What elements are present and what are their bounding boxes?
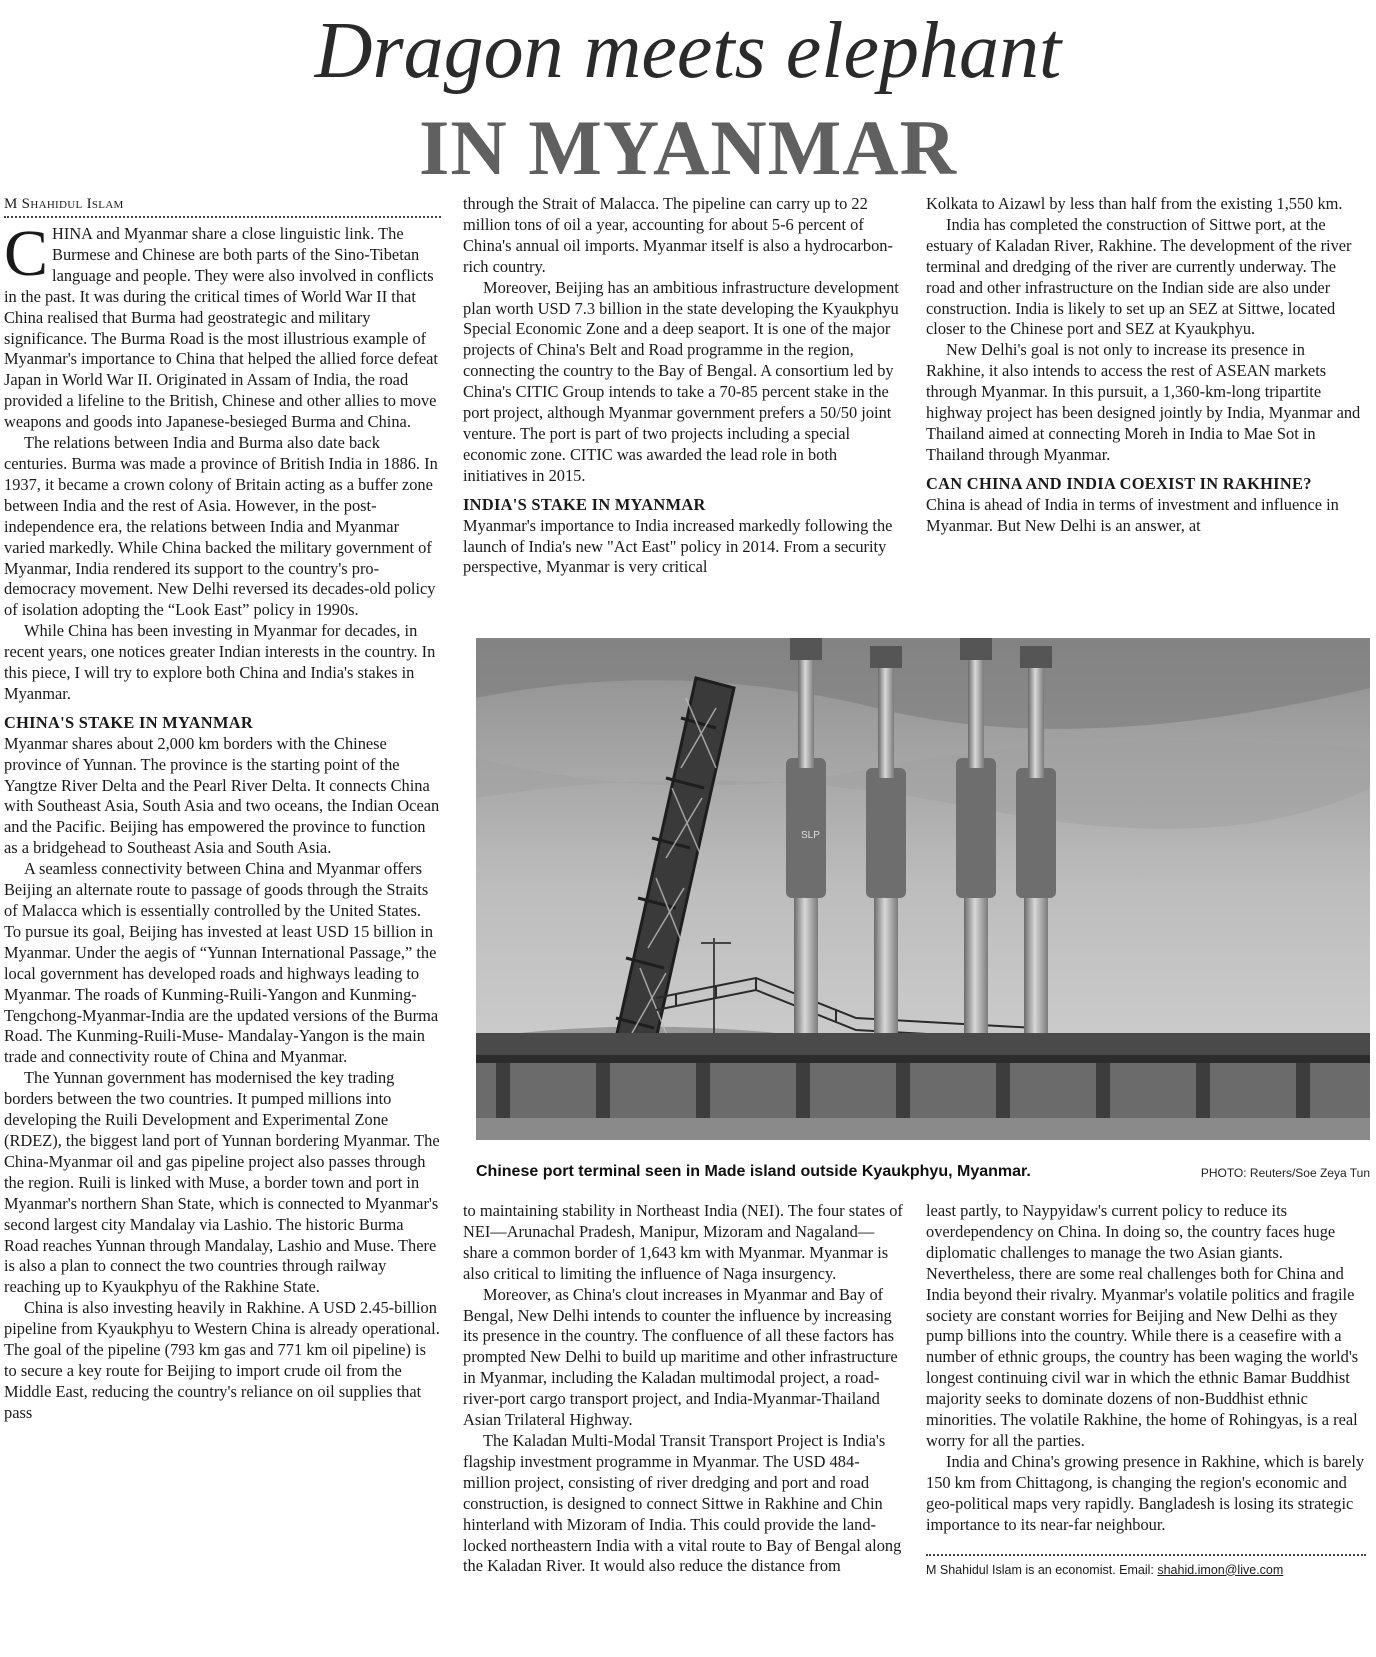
article-column-1 [4, 194, 441, 1424]
paragraph: Moreover, as China's clout increases in Myanmar and Bay of Bengal, New Delhi intends to counter the influence by increasing its presence in the country. The confluence of all these factors has prompted New Delhi to build up maritime and other infrastructure in Myanmar, including the Kaladan multimodal project, a road-river-port cargo transport project, and India-Myanmar-Thailand Asian Trilateral Highway. [463, 1284, 898, 1430]
port-terminal-photo [476, 638, 1370, 1140]
photo-credit: PHOTO: Reuters/Soe Zeya Tun [1200, 1166, 1370, 1180]
section-heading: INDIA'S STAKE IN MYANMAR [463, 494, 706, 514]
paragraph: Myanmar shares about 2,000 km borders with the Chinese province of Yunnan. The province is the starting point of the Yangtze River Delta and the Pearl River Delta. It connects China with Southeast Asia, South Asia and two oceans, the Indian Ocean and the Pacific. Beijing has empowered the province to function as a bridgehead to Southeast Asia and South Asia. [4, 733, 440, 858]
headline-line2: IN MYANMAR [419, 104, 957, 191]
section-heading: CHINA'S STAKE IN MYANMAR [4, 712, 253, 732]
paragraph: to maintaining stability in Northeast India (NEI). The four states of NEI—Arunachal Pradesh, Manipur, Mizoram and Nagaland—share a common border of 1,643 km with Myanmar. Myanmar is also critical to limiting the influence of Naga insurgency. [463, 1201, 903, 1283]
paragraph: The Yunnan government has modernised the key trading borders between the two countries. It pumped millions into developing the Ruili Development and Experimental Zone (RDEZ), the biggest land port of Yunnan bordering Myanmar. The China-Myanmar oil and gas pipeline project also passes through the region. Ruili is linked with Muse, a border town and port in Myanmar's northern Shan State, which is connected to Myanmar's second largest city Mandalay via Lashio. The historic Burma Road reaches Yunnan through Mandalay, Lashio and Muse. There is also a plan to connect the two countries through railway reaching up to Kyaukphyu of the Rakhine State. [4, 1068, 440, 1297]
paragraph-text: HINA and Myanmar share a close linguistic link. The Burmese and Chinese are both parts of the Sino-Tibetan language and people. They were also involved in conflicts in the past. It was during the critical times of World War II that China realised that Burma had geostrategic and military significance. The Burma Road is the most illustrious example of Myanmar's importance to China that helped the allied force defeat Japan in World War II. Originated in Assam of India, the road provided a lifeline to the British, Chinese and other allies to move weapons and goods into Japanese-besieged Burma and China. [4, 224, 438, 432]
paragraph: India has completed the construction of Sittwe port, at the estuary of Kaladan River, Rakhine. The development of the river terminal and dredging of the river are currently underway. The road and other infrastructure on the Indian side are also under construction. India is likely to set up an SEZ at Sittwe, located closer to the Chinese port and SEZ at Kyaukphyu. [926, 214, 1352, 339]
paragraph [4, 217, 441, 433]
paragraph: India and China's growing presence in Rakhine, which is barely 150 km from Chittagong, is changing the region's economic and geo-political maps very rapidly. Bangladesh is losing its strategic importance to its near-far neighbour. [926, 1451, 1365, 1534]
paragraph: The relations between India and Burma also date back centuries. Burma was made a province of British India in 1886. In 1937, it became a crown colony of Britain acting as a buffer zone between India and the rest of Asia. However, in the post-independence era, the relations between India and Myanmar varied markedly. While China backed the military government of Myanmar, India rendered its support to the country's pro-democracy movement. New Delhi reversed its decades-old policy of isolation adopting the “Look East” policy in 1990s. [4, 433, 438, 620]
port-terminal-illustration [476, 638, 1370, 1140]
paragraph: Myanmar's importance to India increased markedly following the launch of India's new "Act East" policy in 2014. From a security perspective, Myanmar is very critical [463, 515, 893, 577]
drop-cap: C [4, 217, 49, 290]
photo-caption: Chinese port terminal seen in Made island outside Kyaukphyu, Myanmar. [476, 1163, 1031, 1180]
author-note [926, 1554, 1366, 1578]
article-column-2 [463, 194, 903, 578]
paragraph: A seamless connectivity between China and Myanmar offers Beijing an alternate route to passage of goods through the Straits of Malacca which is essentially controlled by the United States. To pursue its goal, Beijing has invested at least USD 15 billion in Myanmar. Under the aegis of “Yunnan International Passage,” the local government has developed roads and highways leading to Myanmar. The roads of Kunming-Ruili-Yangon and Kunming-Tengchong-Myanmar-India are the updated versions of the Burma Road. The Kunming-Ruili-Muse- Mandalay-Yangon is the main trade and connectivity route of China and Myanmar. [4, 859, 439, 1067]
paragraph: least partly, to Naypyidaw's current policy to reduce its overdependency on China. In doing so, the country faces huge diplomatic challenges to manage the two Asian giants. Nevertheless, there are some real challenges both for China and India beyond their rivalry. Myanmar's volatile politics and fragile society are constant worries for Beijing and New Delhi as they pump billions into the country. While there is a ceasefire with a number of ethnic groups, the country has been waging the world's longest continuing civil war in which the ethnic Bamar Buddhist majority seeks to dominate dozens of non-Buddhist ethnic minorities. The volatile Rakhine, the home of Rohingyas, is a real worry for all the parties. [926, 1201, 1359, 1450]
paragraph: The Kaladan Multi-Modal Transit Transport Project is India's flagship investment programme in Myanmar. The USD 484-million project, consisting of river dredging and port and road construction, is designed to connect Sittwe in Rakhine and Chin hinterland with Mizoram of India. This could provide the land-locked northeastern India with a vital route to Bay of Bengal along the Kaladan River. It would also reduce the distance from [463, 1430, 902, 1576]
article-column-5 [926, 1201, 1366, 1578]
paragraph: New Delhi's goal is not only to increase its presence in Rakhine, it also intends to access the rest of ASEAN markets through Myanmar. In this pursuit, a 1,360-km-long tripartite highway project has been designed jointly by India, Myanmar and Thailand aimed at connecting Moreh in India to Mae Sot in Thailand through Myanmar. [926, 340, 1361, 464]
author-email-link[interactable]: shahid.imon@live.com [1157, 1562, 1284, 1577]
headline-line1: Dragon meets elephant [314, 7, 1062, 95]
article-column-4 [463, 1201, 903, 1577]
paragraph: China is also investing heavily in Rakhine. A USD 2.45-billion pipeline from Kyaukphyu to Western China is already operational. The goal of the pipeline (793 km gas and 771 km oil pipeline) is to secure a key route for Beijing to import crude oil from the Middle East, reducing the country's reliance on oil supplies that pass [4, 1298, 440, 1422]
paragraph: China is ahead of India in terms of investment and influence in Myanmar. But New Delhi is an answer, at [926, 494, 1339, 535]
paragraph: Moreover, Beijing has an ambitious infrastructure development plan worth USD 7.3 billion in the state developing the Kyaukphyu Special Economic Zone and a deep seaport. It is one of the major projects of China's Belt and Road programme in the region, connecting the country to the Bay of Bengal. A consortium led by China's CITIC Group intends to take a 70-85 percent stake in the port project, although Myanmar government prefers a 50/50 joint venture. The port is part of two projects including a special economic zone. CITIC was awarded the lead role in both initiatives in 2015. [463, 277, 899, 485]
paragraph: through the Strait of Malacca. The pipeline can carry up to 22 million tons of oil a year, accounting for about 5-6 percent of China's annual oil imports. Myanmar itself is also a hydrocarbon-rich country. [463, 194, 893, 276]
paragraph: While China has been investing in Myanmar for decades, in recent years, one notices greater Indian interests in the country. In this piece, I will try to explore both China and India's stakes in Myanmar. [4, 621, 436, 703]
arm-marking: SLP [801, 830, 820, 841]
section-heading: CAN CHINA AND INDIA COEXIST IN RAKHINE? [926, 473, 1312, 493]
author-note-text: M Shahidul Islam is an economist. Email: [926, 1562, 1158, 1577]
paragraph: Kolkata to Aizawl by less than half from the existing 1,550 km. [926, 194, 1343, 213]
byline: M Shahidul Islam [4, 194, 441, 218]
article-column-3 [926, 194, 1366, 537]
